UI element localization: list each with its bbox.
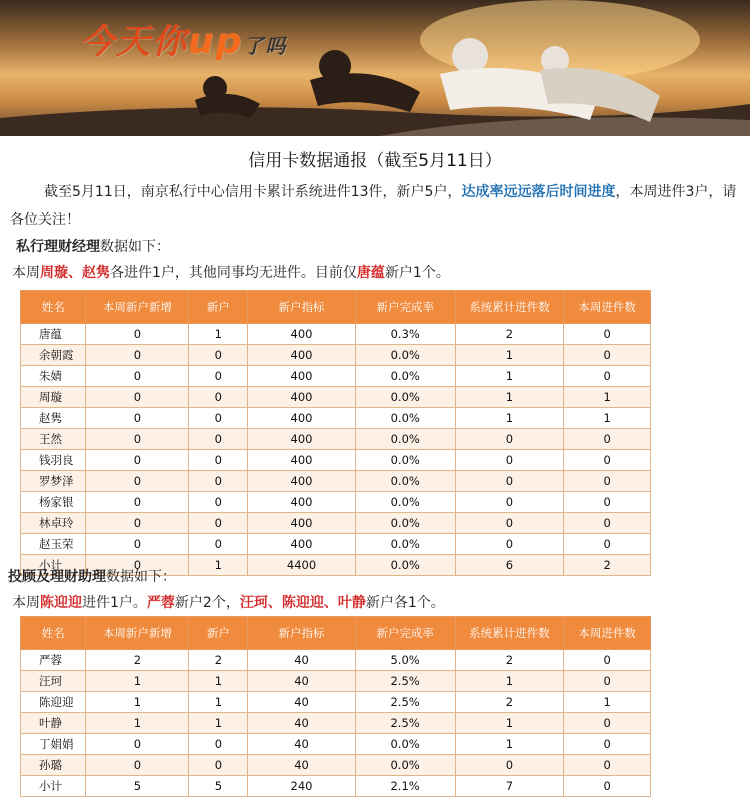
name-cell: 小计 bbox=[21, 555, 86, 576]
table-cell: 0 bbox=[564, 366, 651, 387]
table-cell: 0 bbox=[564, 450, 651, 471]
table-cell: 0 bbox=[86, 450, 189, 471]
slogan-up: up bbox=[188, 21, 244, 62]
name-cell: 丁娟娟 bbox=[21, 734, 86, 755]
column-header: 本周新户新增 bbox=[86, 291, 189, 324]
table-cell: 0 bbox=[564, 345, 651, 366]
table-cell: 0 bbox=[86, 471, 189, 492]
table-cell: 0 bbox=[86, 345, 189, 366]
table-cell: 0 bbox=[564, 513, 651, 534]
table-cell: 0.0% bbox=[355, 429, 455, 450]
table-cell: 2 bbox=[189, 650, 248, 671]
table-cell: 0.3% bbox=[355, 324, 455, 345]
table-cell: 0.0% bbox=[355, 471, 455, 492]
table-cell: 1 bbox=[455, 671, 564, 692]
table-cell: 0 bbox=[189, 450, 248, 471]
table-cell: 1 bbox=[455, 713, 564, 734]
table-cell: 1 bbox=[189, 324, 248, 345]
banner-slogan bbox=[80, 14, 287, 63]
table-cell: 400 bbox=[248, 387, 356, 408]
table-row bbox=[21, 366, 651, 387]
table-cell: 0 bbox=[564, 755, 651, 776]
table-cell: 0.0% bbox=[355, 755, 455, 776]
column-header: 本周新户新增 bbox=[86, 617, 189, 650]
table-cell: 0 bbox=[86, 324, 189, 345]
table-cell: 4400 bbox=[248, 555, 356, 576]
section1-note bbox=[12, 262, 450, 282]
table-cell: 0 bbox=[564, 671, 651, 692]
table-row bbox=[21, 671, 651, 692]
table-cell: 0 bbox=[86, 387, 189, 408]
advisor-data-table bbox=[20, 616, 651, 797]
name-cell: 陈迎迎 bbox=[21, 692, 86, 713]
table-row bbox=[21, 450, 651, 471]
table-cell: 0 bbox=[455, 471, 564, 492]
section1-heading-bold: 私行理财经理 bbox=[16, 239, 100, 255]
column-header: 姓名 bbox=[21, 617, 86, 650]
intro-text: 截至5月11日，南京私行中心信用卡累计系统进件13件，新户5户， bbox=[44, 184, 462, 200]
table-cell: 0 bbox=[189, 366, 248, 387]
intro-highlight: 达成率远远落后时间进度 bbox=[461, 184, 616, 200]
table-cell: 1 bbox=[189, 692, 248, 713]
table-row bbox=[21, 734, 651, 755]
table-row bbox=[21, 692, 651, 713]
intro-paragraph bbox=[10, 178, 738, 234]
note-name: 严蓉 bbox=[146, 595, 175, 611]
slogan-text: 今天你 bbox=[80, 22, 188, 62]
name-cell: 钱羽良 bbox=[21, 450, 86, 471]
table-row bbox=[21, 755, 651, 776]
note-name: 陈迎迎 bbox=[40, 595, 82, 611]
table-cell: 0 bbox=[455, 513, 564, 534]
table-cell: 2.5% bbox=[355, 713, 455, 734]
column-header: 系统累计进件数 bbox=[455, 291, 564, 324]
table-cell: 0 bbox=[564, 471, 651, 492]
table-cell: 400 bbox=[248, 366, 356, 387]
table-cell: 1 bbox=[189, 671, 248, 692]
table-cell: 0.0% bbox=[355, 450, 455, 471]
table-cell: 2.5% bbox=[355, 671, 455, 692]
table-cell: 0 bbox=[189, 513, 248, 534]
table-cell: 0 bbox=[564, 713, 651, 734]
name-cell: 严蓉 bbox=[21, 650, 86, 671]
table-cell: 1 bbox=[564, 387, 651, 408]
table-cell: 0 bbox=[86, 513, 189, 534]
table-cell: 5.0% bbox=[355, 650, 455, 671]
table-cell: 6 bbox=[455, 555, 564, 576]
note-text: 新户各1个。 bbox=[365, 595, 445, 611]
name-cell: 汪珂 bbox=[21, 671, 86, 692]
column-header: 新户 bbox=[189, 291, 248, 324]
table-cell: 0 bbox=[189, 408, 248, 429]
table-header-row bbox=[21, 291, 651, 324]
table-cell: 400 bbox=[248, 471, 356, 492]
table-cell: 2.5% bbox=[355, 692, 455, 713]
table-cell: 0 bbox=[564, 324, 651, 345]
table-cell: 0.0% bbox=[355, 734, 455, 755]
section2-heading bbox=[8, 566, 176, 586]
note-text: 进件1户。 bbox=[82, 595, 147, 611]
note-text: 各进件1户，其他同事均无进件。目前仅 bbox=[110, 265, 357, 281]
page-title: 信用卡数据通报（截至5月11日） bbox=[248, 151, 502, 171]
table-cell: 0 bbox=[86, 555, 189, 576]
table-row bbox=[21, 534, 651, 555]
column-header: 新户 bbox=[189, 617, 248, 650]
section2-note bbox=[12, 592, 445, 612]
column-header: 新户完成率 bbox=[355, 617, 455, 650]
table-cell: 0 bbox=[86, 755, 189, 776]
table-cell: 0 bbox=[564, 650, 651, 671]
table-cell: 400 bbox=[248, 345, 356, 366]
name-cell: 赵隽 bbox=[21, 408, 86, 429]
table-cell: 0 bbox=[189, 492, 248, 513]
table-cell: 0 bbox=[86, 492, 189, 513]
table-cell: 0 bbox=[189, 755, 248, 776]
table-cell: 40 bbox=[248, 692, 355, 713]
name-cell: 叶静 bbox=[21, 713, 86, 734]
table-cell: 0 bbox=[189, 345, 248, 366]
table-row bbox=[21, 387, 651, 408]
table-cell: 240 bbox=[248, 776, 355, 797]
table-cell: 1 bbox=[455, 366, 564, 387]
table-cell: 400 bbox=[248, 408, 356, 429]
table-cell: 0 bbox=[86, 734, 189, 755]
column-header: 姓名 bbox=[21, 291, 86, 324]
name-cell: 余朝霞 bbox=[21, 345, 86, 366]
table-cell: 0 bbox=[86, 429, 189, 450]
section2-heading-rest: 数据如下： bbox=[106, 569, 176, 585]
table-cell: 5 bbox=[189, 776, 248, 797]
table-cell: 2 bbox=[564, 555, 651, 576]
note-names: 汪珂、陈迎迎、叶静 bbox=[239, 595, 366, 611]
table-cell: 2 bbox=[455, 324, 564, 345]
table-cell: 1 bbox=[564, 408, 651, 429]
section1-heading bbox=[16, 236, 170, 256]
table-cell: 0 bbox=[189, 734, 248, 755]
name-cell: 孙璐 bbox=[21, 755, 86, 776]
table-cell: 2 bbox=[455, 692, 564, 713]
table-cell: 0 bbox=[86, 366, 189, 387]
table-row bbox=[21, 513, 651, 534]
section1-heading-rest: 数据如下： bbox=[100, 239, 170, 255]
slogan-tail: 了吗 bbox=[243, 34, 288, 58]
column-header: 新户指标 bbox=[248, 617, 355, 650]
name-cell: 小计 bbox=[21, 776, 86, 797]
table-cell: 0 bbox=[564, 429, 651, 450]
table-cell: 0.0% bbox=[355, 366, 455, 387]
note-text: 新户1个。 bbox=[384, 265, 450, 281]
table-cell: 40 bbox=[248, 713, 355, 734]
table-row bbox=[21, 429, 651, 450]
note-text: 本周 bbox=[12, 595, 40, 611]
banner bbox=[0, 0, 750, 136]
table-cell: 0 bbox=[86, 408, 189, 429]
table-cell: 400 bbox=[248, 450, 356, 471]
table-cell: 0 bbox=[564, 492, 651, 513]
name-cell: 周璇 bbox=[21, 387, 86, 408]
table-cell: 2 bbox=[86, 650, 189, 671]
table-row bbox=[21, 471, 651, 492]
note-name: 唐蕴 bbox=[356, 265, 385, 281]
table-cell: 0 bbox=[455, 755, 564, 776]
name-cell: 唐蕴 bbox=[21, 324, 86, 345]
intro-text-end: ，本周进件3户，请各位关注！ bbox=[10, 184, 737, 228]
note-text: 新户2个， bbox=[174, 595, 240, 611]
table-cell: 400 bbox=[248, 534, 356, 555]
table-cell: 1 bbox=[86, 671, 189, 692]
table-cell: 0 bbox=[189, 429, 248, 450]
table-cell: 0.0% bbox=[355, 492, 455, 513]
table-row bbox=[21, 345, 651, 366]
table-cell: 400 bbox=[248, 324, 356, 345]
table-cell: 400 bbox=[248, 429, 356, 450]
table-cell: 0.0% bbox=[355, 408, 455, 429]
name-cell: 赵玉荣 bbox=[21, 534, 86, 555]
table-cell: 0.0% bbox=[355, 555, 455, 576]
note-names: 周璇、赵隽 bbox=[40, 265, 110, 281]
name-cell: 朱婧 bbox=[21, 366, 86, 387]
table-cell: 1 bbox=[564, 692, 651, 713]
subtotal-row bbox=[21, 776, 651, 797]
column-header: 新户完成率 bbox=[355, 291, 455, 324]
table-cell: 0 bbox=[564, 734, 651, 755]
table-cell: 0 bbox=[86, 534, 189, 555]
column-header: 新户指标 bbox=[248, 291, 356, 324]
table-cell: 1 bbox=[455, 387, 564, 408]
column-header: 本周进件数 bbox=[564, 617, 651, 650]
table-cell: 1 bbox=[189, 555, 248, 576]
table-cell: 40 bbox=[248, 671, 355, 692]
table-cell: 40 bbox=[248, 734, 355, 755]
table-cell: 7 bbox=[455, 776, 564, 797]
section2-heading-bold: 投顾及理财助理 bbox=[8, 569, 106, 585]
table-cell: 0 bbox=[189, 387, 248, 408]
table-cell: 0.0% bbox=[355, 345, 455, 366]
table-cell: 0 bbox=[455, 534, 564, 555]
table-cell: 0.0% bbox=[355, 387, 455, 408]
table-cell: 40 bbox=[248, 755, 355, 776]
table-cell: 0 bbox=[455, 450, 564, 471]
table-row bbox=[21, 713, 651, 734]
table-header-row bbox=[21, 617, 651, 650]
table-cell: 1 bbox=[455, 408, 564, 429]
table-row bbox=[21, 324, 651, 345]
note-text: 本周 bbox=[12, 265, 40, 281]
table-cell: 0 bbox=[455, 429, 564, 450]
table-cell: 400 bbox=[248, 513, 356, 534]
table-cell: 0 bbox=[189, 471, 248, 492]
name-cell: 杨家银 bbox=[21, 492, 86, 513]
table-cell: 1 bbox=[189, 713, 248, 734]
table-cell: 1 bbox=[455, 345, 564, 366]
table-cell: 0.0% bbox=[355, 513, 455, 534]
table-cell: 0 bbox=[564, 534, 651, 555]
table-cell: 2.1% bbox=[355, 776, 455, 797]
table-cell: 0.0% bbox=[355, 534, 455, 555]
column-header: 本周进件数 bbox=[564, 291, 651, 324]
table-cell: 0 bbox=[564, 776, 651, 797]
name-cell: 林卓玲 bbox=[21, 513, 86, 534]
table-cell: 400 bbox=[248, 492, 356, 513]
table-cell: 0 bbox=[455, 492, 564, 513]
table-cell: 1 bbox=[455, 734, 564, 755]
column-header: 系统累计进件数 bbox=[455, 617, 564, 650]
table-row bbox=[21, 650, 651, 671]
name-cell: 罗梦泽 bbox=[21, 471, 86, 492]
table-cell: 40 bbox=[248, 650, 355, 671]
table-cell: 5 bbox=[86, 776, 189, 797]
table-cell: 0 bbox=[189, 534, 248, 555]
table-cell: 1 bbox=[86, 692, 189, 713]
table-cell: 1 bbox=[86, 713, 189, 734]
table-row bbox=[21, 408, 651, 429]
name-cell: 王然 bbox=[21, 429, 86, 450]
manager-data-table bbox=[20, 290, 651, 576]
table-row bbox=[21, 492, 651, 513]
table-cell: 2 bbox=[455, 650, 564, 671]
